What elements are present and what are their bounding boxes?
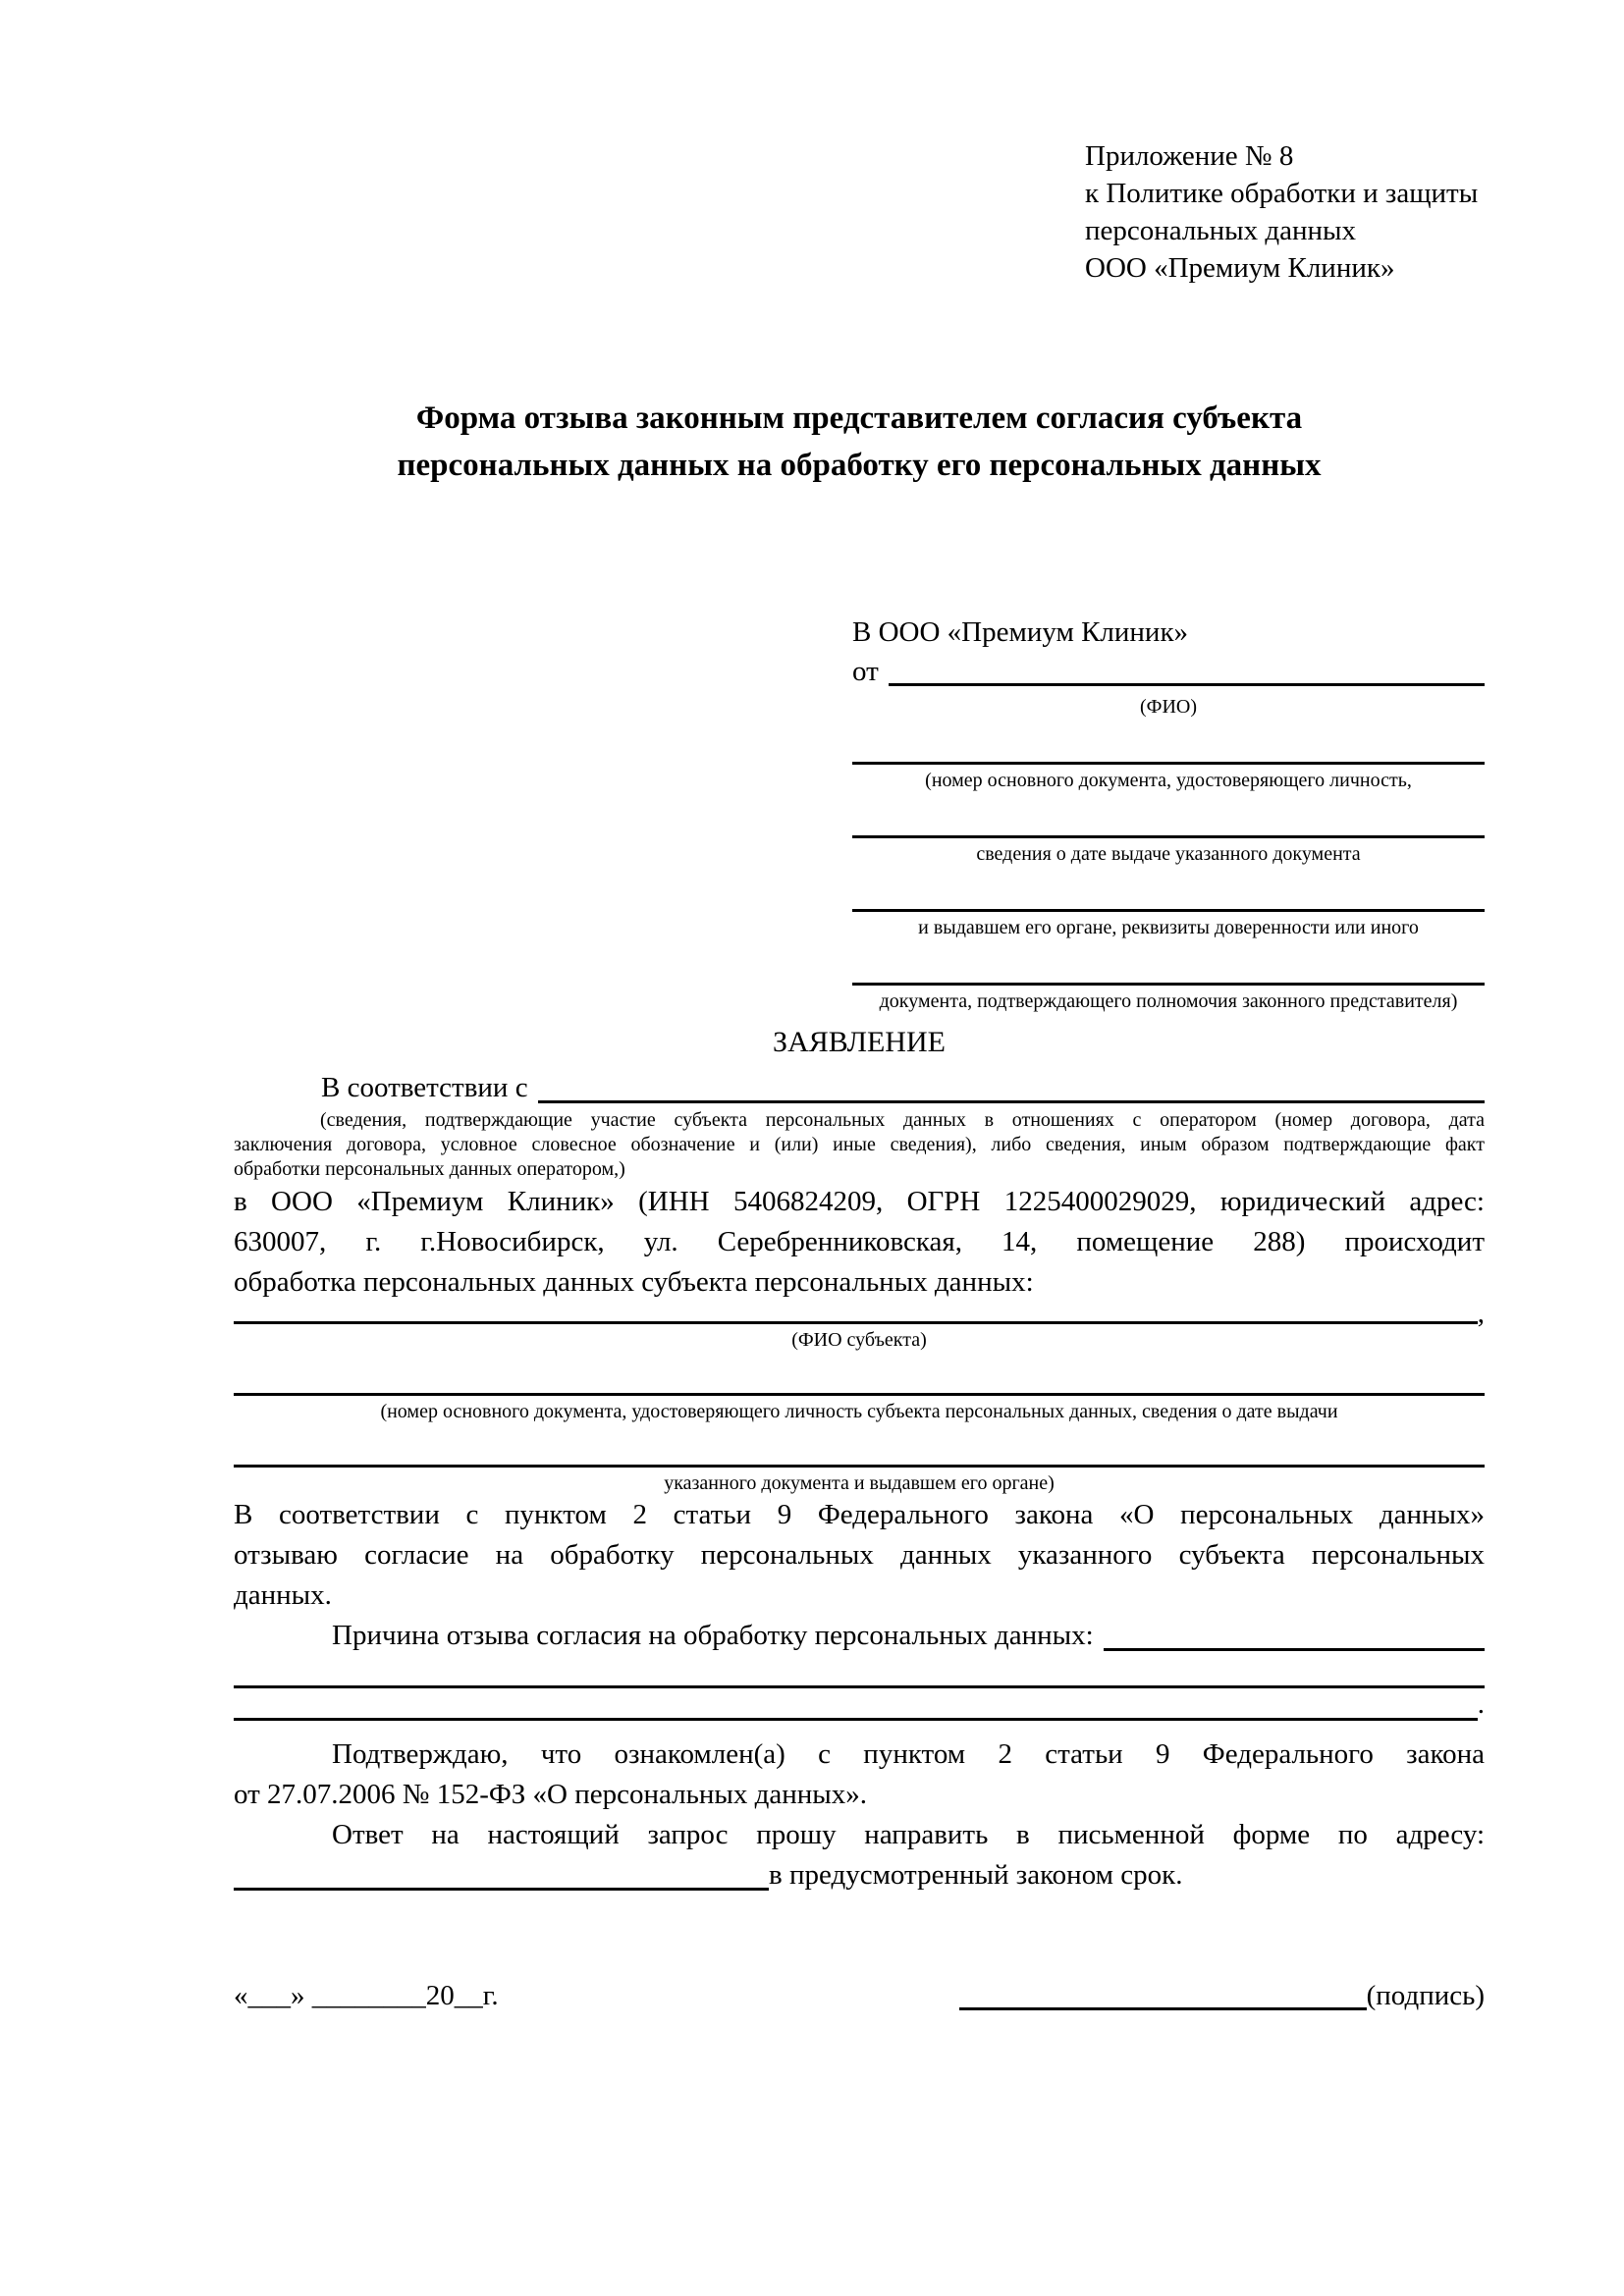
document-title-line: персональных данных на обработку его персональных данных bbox=[397, 448, 1322, 483]
doc-number-caption: (номер основного документа, удостоверяющего личность, bbox=[925, 770, 1412, 791]
reason-blank-row-3 bbox=[234, 1688, 1485, 1721]
appendix-line: к Политике обработки и защиты bbox=[1085, 178, 1479, 209]
accordance-note-line: заключения договора, условное словесное обозначение и (или) иные сведения), либо сведения, иным образом подтверждающие факт bbox=[234, 1134, 1485, 1155]
statement-heading: ЗАЯВЛЕНИЕ bbox=[773, 1026, 946, 1058]
footer-row bbox=[234, 1976, 1485, 2016]
operator-paragraph bbox=[234, 1182, 1485, 1303]
subject-doc-blank-line-1 bbox=[234, 1352, 1485, 1396]
from-row bbox=[852, 652, 1485, 691]
issue-date-blank-line bbox=[852, 792, 1485, 838]
accordance-note-line: (сведения, подтверждающие участие субъекта персональных данных в отношениях с оператором (номер договора, дата bbox=[320, 1109, 1485, 1131]
from-label: от bbox=[852, 656, 879, 687]
addressee-organization: В ООО «Премиум Клиник» bbox=[852, 616, 1189, 648]
subject-fio-row bbox=[234, 1298, 1485, 1329]
appendix-line: персональных данных bbox=[1085, 215, 1357, 246]
addressee-block bbox=[852, 613, 1485, 1013]
subject-fio-blank-line bbox=[234, 1320, 1478, 1324]
confirmation-paragraph-line: от 27.07.2006 № 152-ФЗ «О персональных данных». bbox=[234, 1779, 868, 1810]
issue-date-caption: сведения о дате выдаче указанного документа bbox=[976, 843, 1361, 865]
agreement-details-blank-line bbox=[538, 1099, 1485, 1103]
document-title-line: Форма отзыва законным представителем согласия субъекта bbox=[415, 400, 1303, 436]
reason-lead: Причина отзыва согласия на обработку персональных данных: bbox=[332, 1620, 1094, 1651]
issuing-authority-caption: и выдавшем его органе, реквизиты доверенности или иного bbox=[918, 917, 1419, 938]
fio-caption: (ФИО) bbox=[1139, 696, 1197, 718]
subject-doc-blank-line-2 bbox=[234, 1423, 1485, 1468]
subject-fio-caption: (ФИО субъекта) bbox=[791, 1329, 927, 1351]
reason-row bbox=[234, 1616, 1485, 1656]
reason-blank-line-2 bbox=[234, 1656, 1485, 1688]
reason-blank-line-1 bbox=[1104, 1647, 1485, 1651]
fio-blank-line bbox=[889, 682, 1485, 686]
response-tail: в предусмотренный законом срок. bbox=[769, 1859, 1183, 1891]
issuing-authority-blank-line bbox=[852, 866, 1485, 912]
signature-caption: (подпись) bbox=[1366, 1980, 1485, 2011]
withdrawal-paragraph-line: отзываю согласие на обработку персональных данных указанного субъекта персональных bbox=[234, 1539, 1485, 1571]
authority-doc-blank-line bbox=[852, 939, 1485, 986]
confirmation-paragraph-line: Подтверждаю, что ознакомлен(а) с пунктом 2 статьи 9 Федерального закона bbox=[332, 1738, 1485, 1770]
reason-blank-period: . bbox=[1477, 1688, 1485, 1720]
doc-number-blank-line bbox=[852, 719, 1485, 765]
document-title bbox=[234, 395, 1485, 489]
operator-paragraph-line: в ООО «Премиум Клиник» (ИНН 5406824209, ОГРН 1225400029029, юридический адрес: bbox=[234, 1186, 1485, 1217]
appendix-line: ООО «Премиум Клиник» bbox=[1085, 252, 1395, 284]
withdrawal-paragraph-line: данных. bbox=[234, 1579, 332, 1611]
subject-doc-caption-1: (номер основного документа, удостоверяющего личность субъекта персональных данных, сведения о дате выдачи bbox=[380, 1401, 1338, 1422]
date-field: «___» ________20__г. bbox=[234, 1980, 499, 2011]
response-address-row bbox=[234, 1855, 1485, 1896]
response-address-blank-line bbox=[234, 1888, 769, 1891]
signature-block bbox=[959, 1976, 1485, 2016]
appendix-block bbox=[1085, 137, 1485, 287]
subject-doc-caption-2: указанного документа и выдавшем его органе) bbox=[664, 1472, 1055, 1494]
authority-doc-caption: документа, подтверждающего полномочия законного представителя) bbox=[879, 990, 1458, 1012]
signature-blank-line bbox=[959, 2007, 1367, 2010]
confirmation-paragraph bbox=[234, 1735, 1485, 1815]
appendix-line: Приложение № 8 bbox=[1085, 140, 1294, 172]
accordance-lead: В соответствии с bbox=[321, 1072, 528, 1103]
accordance-note bbox=[234, 1108, 1485, 1182]
withdrawal-paragraph-line: В соответствии с пунктом 2 статьи 9 Федерального закона «О персональных данных» bbox=[234, 1499, 1485, 1530]
operator-paragraph-line: 630007, г. г.Новосибирск, ул. Серебренниковская, 14, помещение 288) происходит bbox=[234, 1226, 1485, 1257]
reason-blank-line-3 bbox=[234, 1717, 1478, 1721]
operator-paragraph-line: обработка персональных данных субъекта персональных данных: bbox=[234, 1266, 1034, 1298]
accordance-note-line: обработки персональных данных оператором,) bbox=[234, 1158, 625, 1180]
response-paragraph: Ответ на настоящий запрос прошу направить в письменной форме по адресу: bbox=[332, 1819, 1485, 1850]
withdrawal-paragraph bbox=[234, 1495, 1485, 1616]
subject-fio-suffix: , bbox=[1477, 1298, 1485, 1329]
accordance-row bbox=[234, 1068, 1485, 1108]
